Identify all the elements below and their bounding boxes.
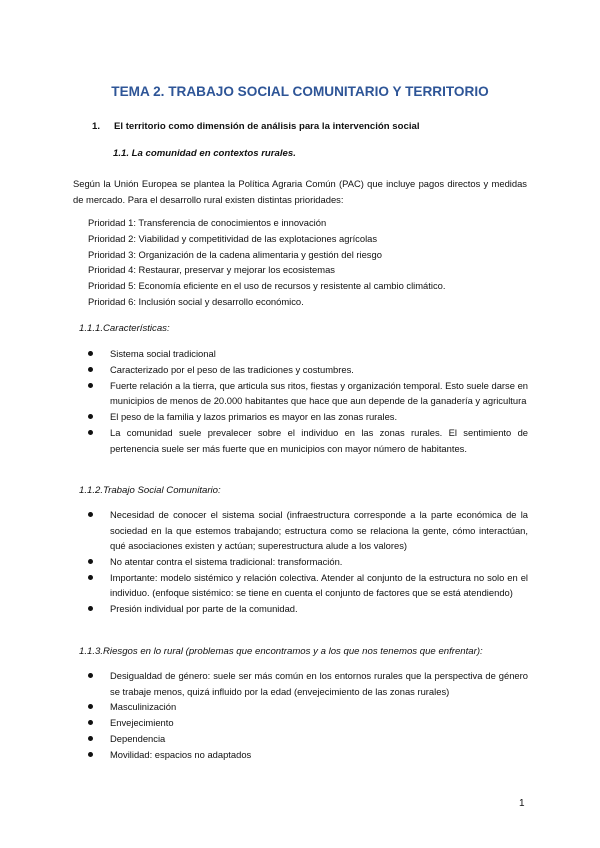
bullet-icon [88,606,93,611]
bullet-icon [88,559,93,564]
list-item: Movilidad: espacios no adaptados [82,747,528,763]
rural-risks-list [82,668,528,763]
list-item: La comunidad suele prevalecer sobre el individuo en las zonas rurales. El sentimiento de pertenencia suele ser más fuerte que en municipios con mayor número de habitantes. [82,425,528,456]
list-item: Desigualdad de género: suele ser más común en los entornos rurales que la perspectiva de género se trabaje menos, quizá influido por la edad (envejecimiento de las zonas rurales) [82,668,528,699]
page-number: 1 [519,798,525,809]
priority-item: Prioridad 5: Economía eficiente en el uso de recursos y resistente al cambio climático. [88,280,446,292]
priority-item: Prioridad 4: Restaurar, preservar y mejorar los ecosistemas [88,264,335,276]
bullet-icon [88,575,93,580]
page-title: TEMA 2. TRABAJO SOCIAL COMUNITARIO Y TERRITORIO [111,84,489,99]
bullet-icon [88,430,93,435]
section-title: El territorio como dimensión de análisis para la intervención social [114,121,420,132]
subsection-heading-1-1-2: 1.1.2.Trabajo Social Comunitario: [79,485,221,496]
subsection-heading-1-1: 1.1. La comunidad en contextos rurales. [113,148,296,159]
list-item: Necesidad de conocer el sistema social (infraestructura corresponde a la parte económica de la sociedad en la que estemos trabajando; estructura como se relaciona la gente, cómo interactúan, qué asociaciones existen y actúan; superestructura alude a los valores) [82,507,528,554]
intro-paragraph: Según la Unión Europea se plantea la Política Agraria Común (PAC) que incluye pagos directos y medidas de mercado. Para el desarrollo rural existen distintas prioridades: [73,178,527,205]
list-item: El peso de la familia y lazos primarios es mayor en las zonas rurales. [82,409,528,425]
list-item: Masculinización [82,699,528,715]
list-item: No atentar contra el sistema tradicional: transformación. [82,554,528,570]
bullet-icon [88,351,93,356]
section-heading-1 [92,119,420,135]
bullet-icon [88,752,93,757]
list-item: Caracterizado por el peso de las tradiciones y costumbres. [82,362,528,378]
bullet-icon [88,383,93,388]
characteristics-list [82,346,528,456]
list-item: Fuerte relación a la tierra, que articula sus ritos, fiestas y organización temporal. Esto suele darse en municipios de menos de 20.000 habitantes que hace que aun depende de la ganadería y agricultura [82,378,528,409]
priority-item: Prioridad 6: Inclusión social y desarrollo económico. [88,295,304,307]
priority-item: Prioridad 2: Viabilidad y competitividad de las explotaciones agrícolas [88,232,378,244]
bullet-icon [88,736,93,741]
bullet-icon [88,720,93,725]
list-item: Importante: modelo sistémico y relación colectiva. Atender al conjunto de la estructura no solo en el individuo. (enfoque sistémico: se tiene en cuenta el conjunto de factores que se está atendiendo) [82,570,528,601]
bullet-icon [88,704,93,709]
priority-item: Prioridad 1: Transferencia de conocimientos e innovación [88,217,327,228]
priority-item: Prioridad 3: Organización de la cadena alimentaria y gestión del riesgo [88,248,382,260]
bullet-icon [88,414,93,419]
bullet-icon [88,512,93,517]
subsection-heading-1-1-3: 1.1.3.Riesgos en lo rural (problemas que encontramos y a los que nos tenemos que enfrentar): [79,646,483,657]
bullet-icon [88,367,93,372]
list-item: Dependencia [82,731,528,747]
list-item: Presión individual por parte de la comunidad. [82,601,528,617]
priorities-list [88,215,445,310]
subsection-heading-1-1-1: 1.1.1.Características: [79,323,170,334]
bullet-icon [88,673,93,678]
list-item: Sistema social tradicional [82,346,528,362]
list-item: Envejecimiento [82,715,528,731]
section-number: 1. [92,121,101,132]
community-social-work-list [82,507,528,617]
